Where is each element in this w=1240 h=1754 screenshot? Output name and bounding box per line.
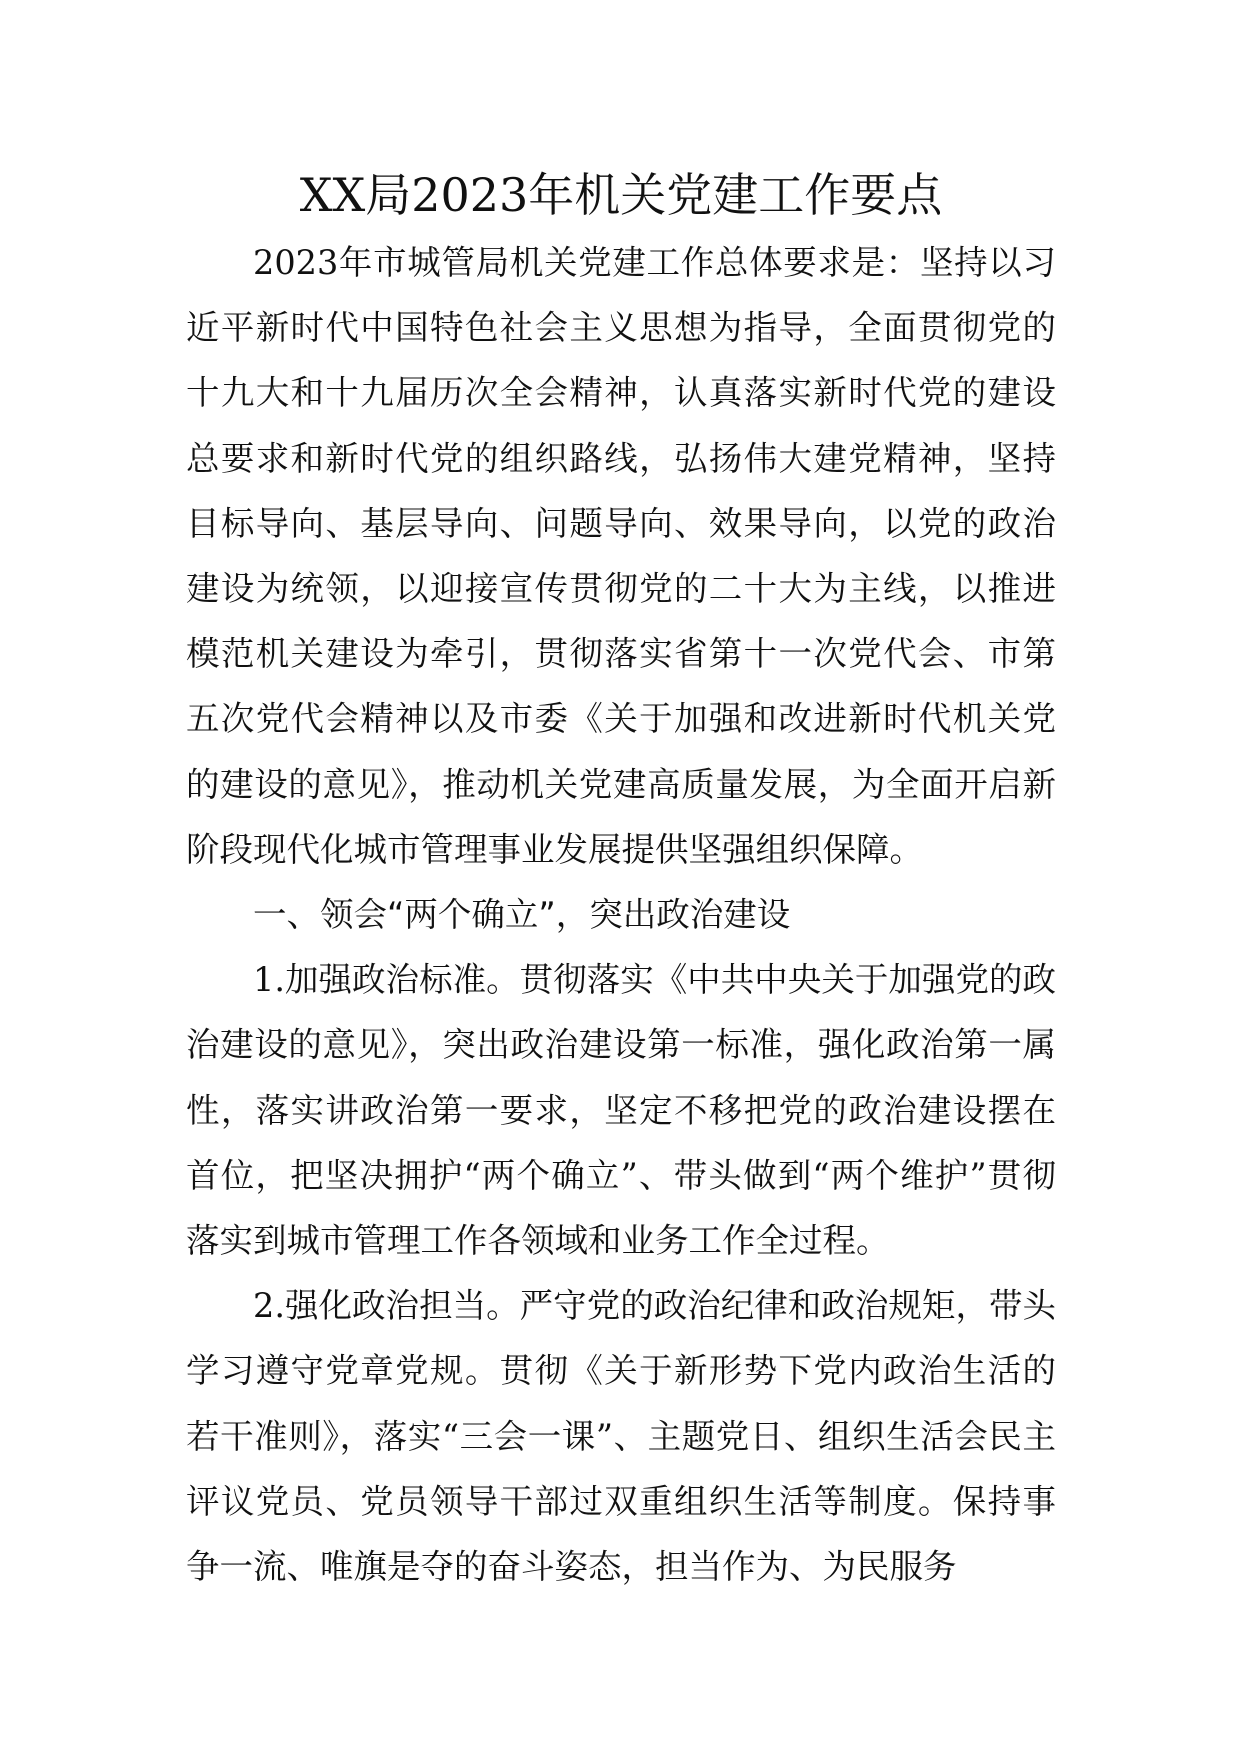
item-paragraph-2: 2.强化政治担当。严守党的政治纪律和政治规矩，带头学习遵守党章党规。贯彻《关于新形势下党内政治生活的若干准则》，落实“三会一课”、主题党日、组织生活会民主评议党员、党员领导干部过双重组织生活等制度。保持事争一流、唯旗是夺的奋斗姿态，担当作为、为民服务	[186, 1286, 1056, 1587]
intro-paragraph: 2023年市城管局机关党建工作总体要求是：坚持以习近平新时代中国特色社会主义思想为指导，全面贯彻党的十九大和十九届历次全会精神，认真落实新时代党的建设总要求和新时代党的组织路线，弘扬伟大建党精神，坚持目标导向、基层导向、问题导向、效果导向，以党的政治建设为统领，以迎接宣传贯彻党的二十大为主线，以推进模范机关建设为牵引，贯彻落实省第十一次党代会、市第五次党代会精神以及市委《关于加强和改进新时代机关党的建设的意见》，推动机关党建高质量发展，为全面开启新阶段现代化城市管理事业发展提供坚强组织保障。	[186, 243, 1056, 869]
document-page	[186, 160, 1056, 1599]
section-heading: 一、领会“两个确立”，突出政治建设	[253, 895, 791, 935]
item-paragraph-1: 1.加强政治标准。贯彻落实《中共中央关于加强党的政治建设的意见》，突出政治建设第一标准，强化政治第一属性，落实讲政治第一要求，坚定不移把党的政治建设摆在首位，把坚决拥护“两个确立”、带头做到“两个维护”贯彻落实到城市管理工作各领域和业务工作全过程。	[186, 960, 1056, 1261]
document-title: XX局2023年机关党建工作要点	[299, 168, 943, 222]
